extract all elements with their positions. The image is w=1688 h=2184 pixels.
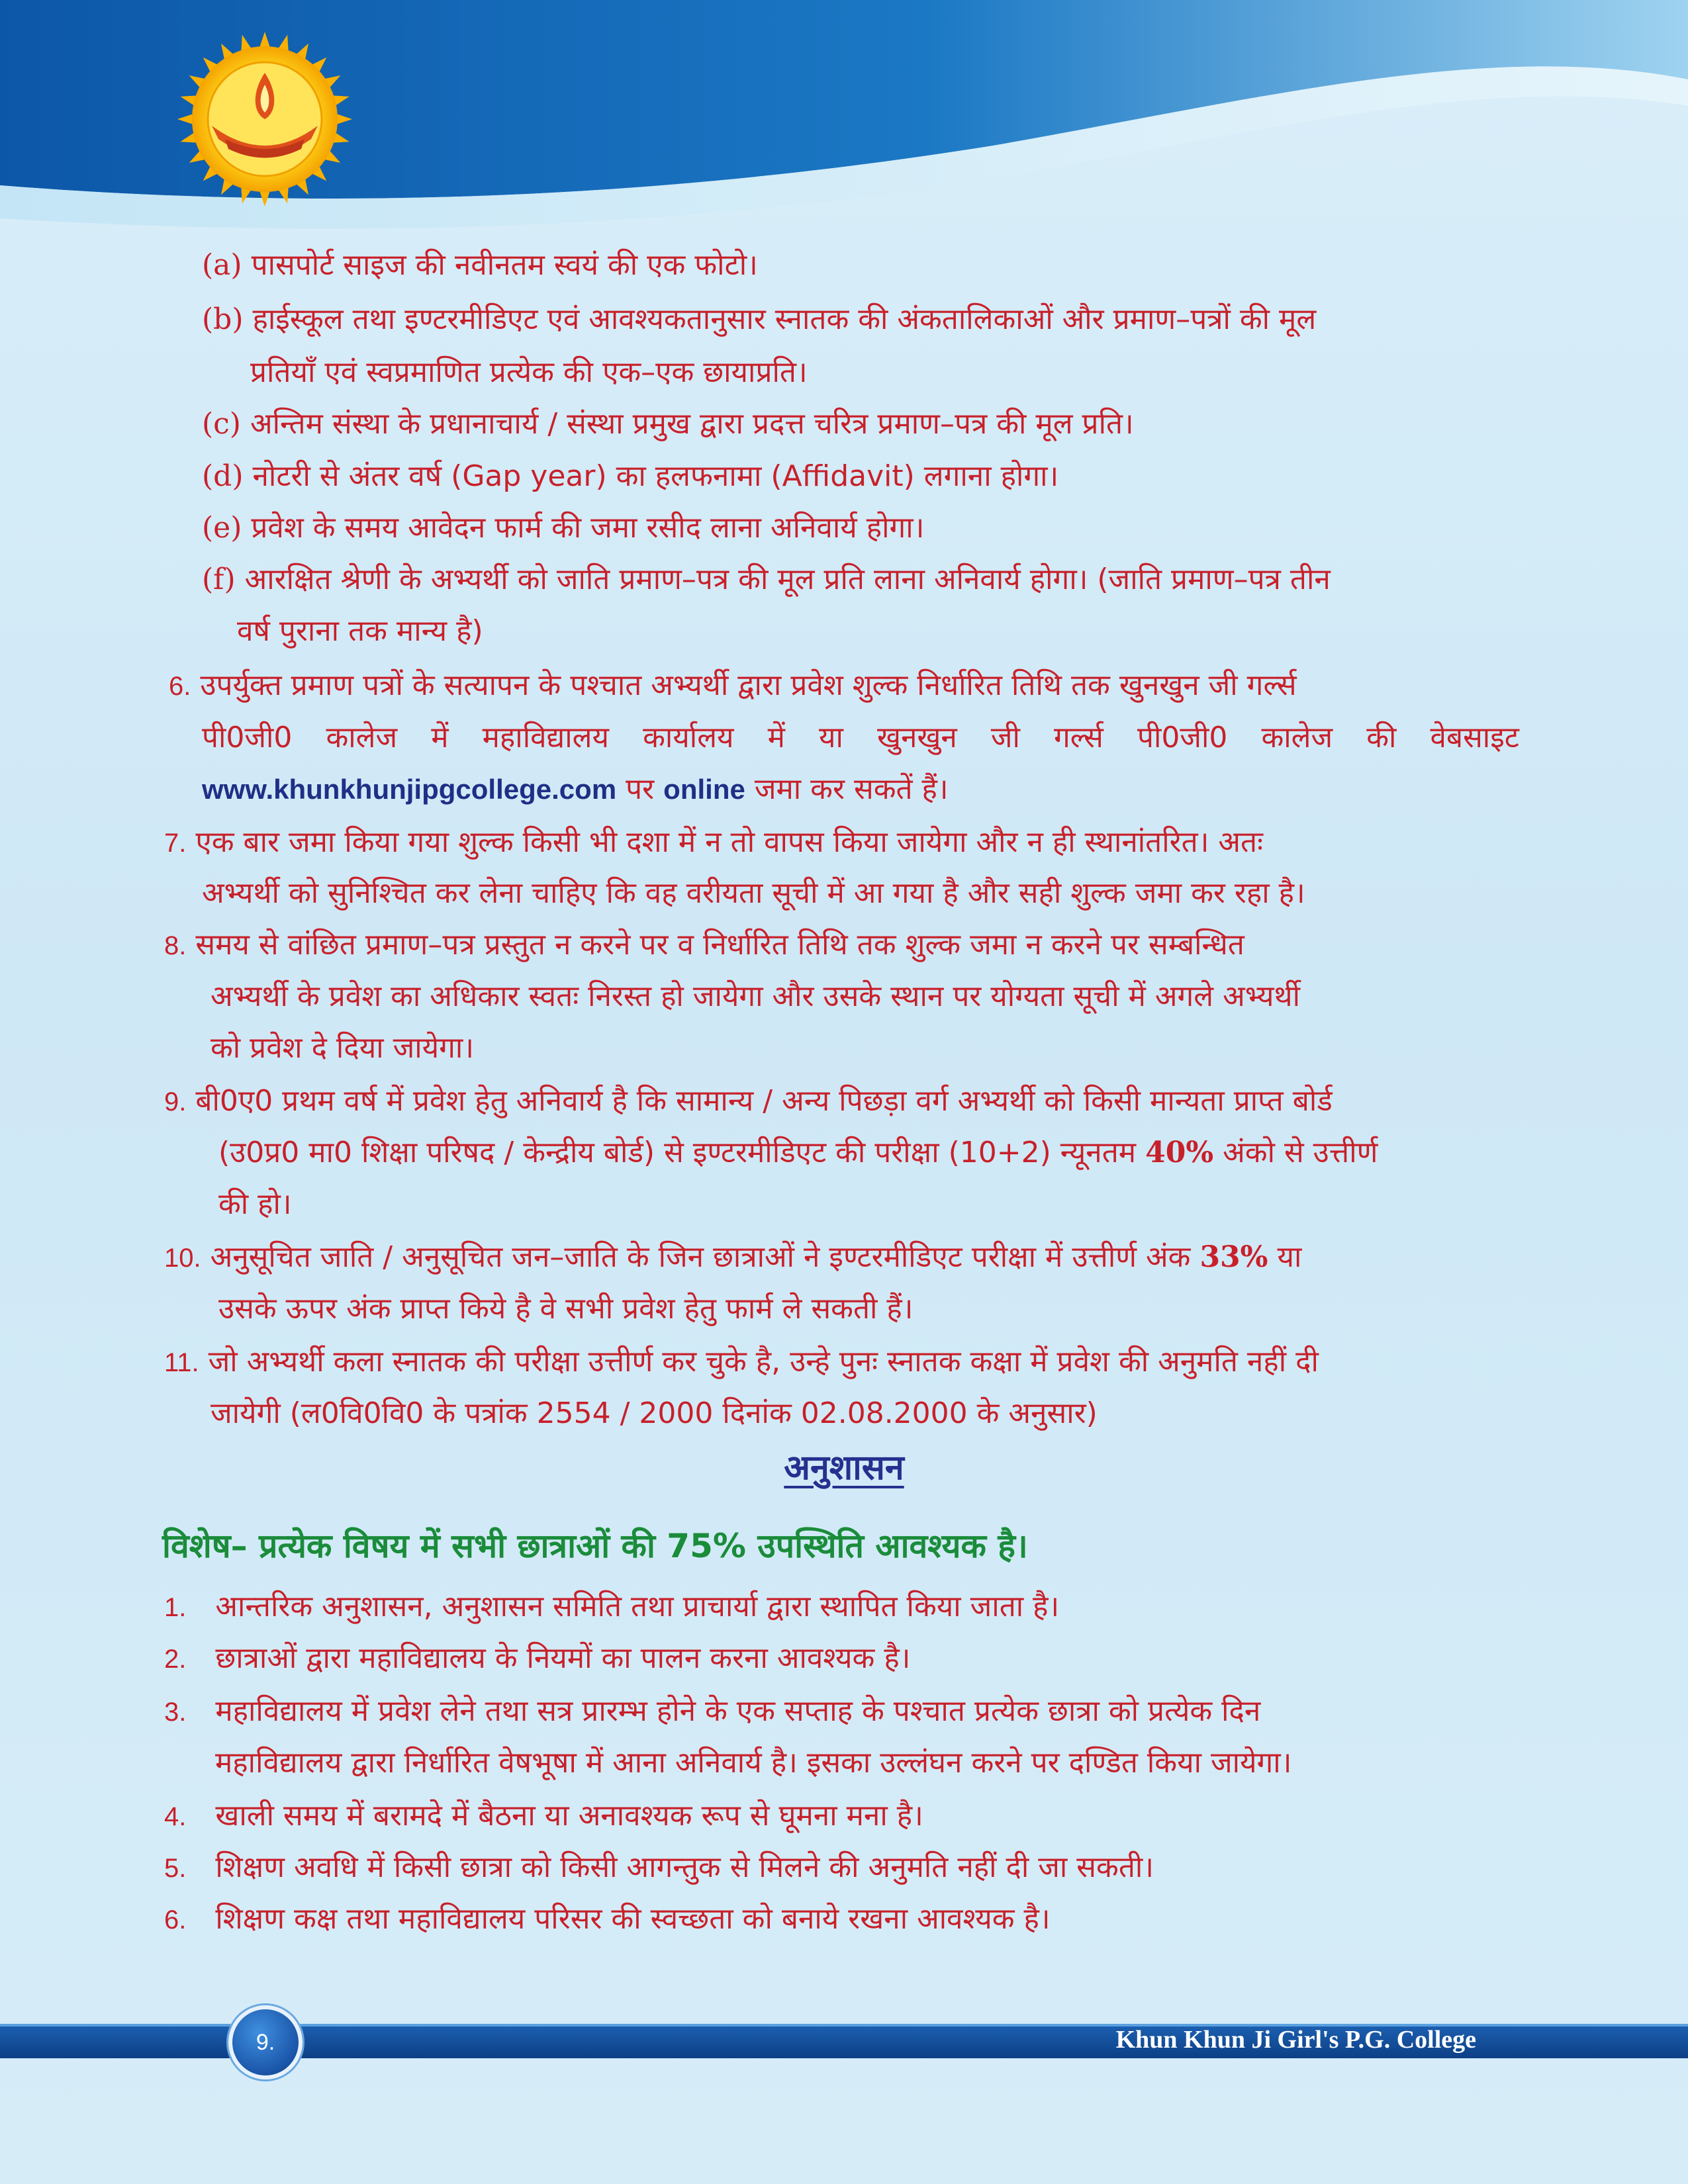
item-number: 5. xyxy=(164,1854,187,1883)
discipline-item-3 xyxy=(164,1693,1260,1731)
doc-item-text: आरक्षित श्रेणी के अभ्यर्थी को जाति प्रमाण–पत्र की मूल प्रति लाना अनिवार्य होगा। (जाति प्रमाण–पत्र तीन xyxy=(244,563,1331,596)
item-number: 3. xyxy=(164,1698,187,1727)
online-word: online xyxy=(663,774,745,805)
rule-number: 7. xyxy=(164,829,187,858)
rule-number: 9. xyxy=(164,1087,187,1116)
page-number: 9. xyxy=(228,2005,303,2079)
doc-item-label: (d) xyxy=(202,459,244,493)
rule-11-line-2: जायेगी (ल0वि0वि0 के पत्रांक 2554 / 2000 दिनांक 02.08.2000 के अनुसार) xyxy=(211,1396,1098,1430)
website-link[interactable]: www.khunkhunjipgcollege.com xyxy=(202,774,617,805)
rule-10-line-2: उसके ऊपर अंक प्राप्त किये है वे सभी प्रवेश हेतु फार्म ले सकती हैं। xyxy=(218,1292,914,1326)
doc-item-label: (b) xyxy=(202,302,244,336)
doc-item-label: (e) xyxy=(202,511,242,545)
rule-8-line-2: अभ्यर्थी के प्रवेश का अधिकार स्वतः निरस्त हो जायेगा और उसके स्थान पर योग्यता सूची में अगले अभ्यर्थी xyxy=(211,979,1301,1013)
item-text: शिक्षण अवधि में किसी छात्रा को किसी आगन्तुक से मिलने की अनुमति नहीं दी जा सकती। xyxy=(215,1850,1154,1884)
discipline-item-1 xyxy=(164,1588,1059,1626)
doc-item-f-cont: वर्ष पुराना तक मान्य है) xyxy=(237,614,483,648)
rule-text: जो अभ्यर्थी कला स्नातक की परीक्षा उत्तीर्ण कर चुके है, उन्हे पुनः स्नातक कक्षा में प्रवेश की अनुमति नहीं दी xyxy=(208,1345,1319,1379)
discipline-item-6 xyxy=(164,1901,1051,1938)
rule-6-line-2: पी0जी0 कालेज में महाविद्यालय कार्यालय में या खुनखुन जी गर्ल्स पी0जी0 कालेज की वेबसाइट xyxy=(202,721,1519,754)
doc-item-d xyxy=(202,458,1058,495)
rule-text: समय से वांछित प्रमाण–पत्र प्रस्तुत न करने पर व निर्धारित तिथि तक शुल्क जमा न करने पर सम्बन्धित xyxy=(195,928,1244,962)
rule-number: 6. xyxy=(169,672,191,701)
item-number: 4. xyxy=(164,1802,187,1831)
item-number: 2. xyxy=(164,1645,187,1674)
doc-item-f xyxy=(202,561,1331,598)
item-text: छात्राओं द्वारा महाविद्यालय के नियमों का पालन करना आवश्यक है। xyxy=(215,1641,911,1675)
doc-item-c xyxy=(202,406,1134,443)
rule-text: जमा कर सकतें हैं। xyxy=(754,772,949,806)
doc-item-text: नोटरी से अंतर वर्ष (Gap year) का हलफनामा (Affidavit) लगाना होगा। xyxy=(252,459,1059,493)
rule-10 xyxy=(164,1239,1301,1277)
doc-item-text: हाईस्कूल तथा इण्टरमीडिएट एवं आवश्यकतानुसार स्नातक की अंकतालिकाओं और प्रमाण–पत्रों की मूल xyxy=(252,302,1317,336)
percentage-33: 33% xyxy=(1199,1240,1268,1274)
footer-college-name: Khun Khun Ji Girl's P.G. College xyxy=(1115,2026,1476,2054)
rule-text: बी0ए0 प्रथम वर्ष में प्रवेश हेतु अनिवार्य है कि सामान्य / अन्य पिछड़ा वर्ग अभ्यर्थी को किसी मान्यता प्राप्त बोर्ड xyxy=(195,1084,1333,1118)
discipline-item-3-cont: महाविद्यालय द्वारा निर्धारित वेषभूषा में आना अनिवार्य है। इसका उल्लंघन करने पर दण्डित किया जायेगा। xyxy=(215,1746,1292,1780)
doc-item-label: (c) xyxy=(202,407,241,441)
doc-item-text: पासपोर्ट साइज की नवीनतम स्वयं की एक फोटो। xyxy=(251,248,758,282)
rule-text: अंको से उत्तीर्ण xyxy=(1223,1136,1378,1169)
doc-item-e xyxy=(202,510,924,547)
rule-7 xyxy=(164,824,1263,862)
rule-text: अनुसूचित जाति / अनुसूचित जन–जाति के जिन छात्राओं ने इण्टरमीडिएट परीक्षा में उत्तीर्ण अंक xyxy=(210,1240,1191,1274)
attendance-notice: विशेष– प्रत्येक विषय में सभी छात्राओं की 75% उपस्थिति आवश्यक है। xyxy=(162,1527,1028,1565)
rule-text: एक बार जमा किया गया शुल्क किसी भी दशा में न तो वापस किया जायेगा और न ही स्थानांतरित। अतः xyxy=(195,825,1263,859)
doc-item-text: प्रवेश के समय आवेदन फार्म की जमा रसीद लाना अनिवार्य होगा। xyxy=(251,511,925,545)
rule-text: उपर्युक्त प्रमाण पत्रों के सत्यापन के पश्चात अभ्यर्थी द्वारा प्रवेश शुल्क निर्धारित तिथि तक खुनखुन जी गर्ल्स xyxy=(200,668,1297,702)
rule-8-line-3: को प्रवेश दे दिया जायेगा। xyxy=(211,1031,475,1065)
rule-text: पर xyxy=(626,772,655,806)
rule-text: या xyxy=(1277,1240,1302,1274)
discipline-item-4 xyxy=(164,1797,923,1835)
doc-item-b-cont: प्रतियाँ एवं स्वप्रमाणित प्रत्येक की एक–एक छायाप्रति। xyxy=(250,355,808,389)
doc-item-label: (a) xyxy=(202,248,242,282)
rule-9 xyxy=(164,1083,1333,1120)
item-number: 1. xyxy=(164,1593,187,1622)
rule-number: 11. xyxy=(164,1348,199,1377)
rule-number: 10. xyxy=(164,1244,201,1273)
rule-11 xyxy=(164,1343,1319,1381)
rule-text: (उ0प्र0 मा0 शिक्षा परिषद / केन्द्रीय बोर्ड) से इण्टरमीडिएट की परीक्षा (10+2) न्यूनतम xyxy=(218,1136,1137,1169)
rule-9-line-2 xyxy=(218,1134,1378,1171)
rule-7-line-2: अभ्यर्थी को सुनिश्चित कर लेना चाहिए कि वह वरीयता सूची में आ गया है और सही शुल्क जमा कर रहा है। xyxy=(202,876,1305,910)
percentage-40: 40% xyxy=(1145,1136,1214,1169)
item-text: खाली समय में बरामदे में बैठना या अनावश्यक रूप से घूमना मना है। xyxy=(215,1799,923,1833)
item-text: शिक्षण कक्ष तथा महाविद्यालय परिसर की स्वच्छता को बनाये रखना आवश्यक है। xyxy=(215,1902,1051,1936)
rule-number: 8. xyxy=(164,931,187,960)
rule-8 xyxy=(164,927,1244,964)
doc-item-b xyxy=(202,301,1316,338)
item-number: 6. xyxy=(164,1905,187,1934)
rule-6 xyxy=(169,667,1297,705)
rule-6-line-3 xyxy=(202,771,949,808)
doc-item-text: अन्तिम संस्था के प्रधानाचार्य / संस्था प्रमुख द्वारा प्रदत्त चरित्र प्रमाण–पत्र की मूल प्रति। xyxy=(250,407,1134,441)
discipline-item-5 xyxy=(164,1849,1154,1887)
doc-item-label: (f) xyxy=(202,563,236,596)
doc-item-a xyxy=(202,247,758,284)
rule-9-line-3: की हो। xyxy=(218,1187,292,1221)
discipline-item-2 xyxy=(164,1640,910,1678)
item-text: महाविद्यालय में प्रवेश लेने तथा सत्र प्रारम्भ होने के एक सप्ताह के पश्चात प्रत्येक छात्रा को प्रत्येक दिन xyxy=(215,1694,1261,1728)
item-text: आन्तरिक अनुशासन, अनुशासन समिति तथा प्राचार्या द्वारा स्थापित किया जाता है। xyxy=(215,1590,1060,1623)
section-heading-discipline: अनुशासन xyxy=(784,1448,904,1488)
